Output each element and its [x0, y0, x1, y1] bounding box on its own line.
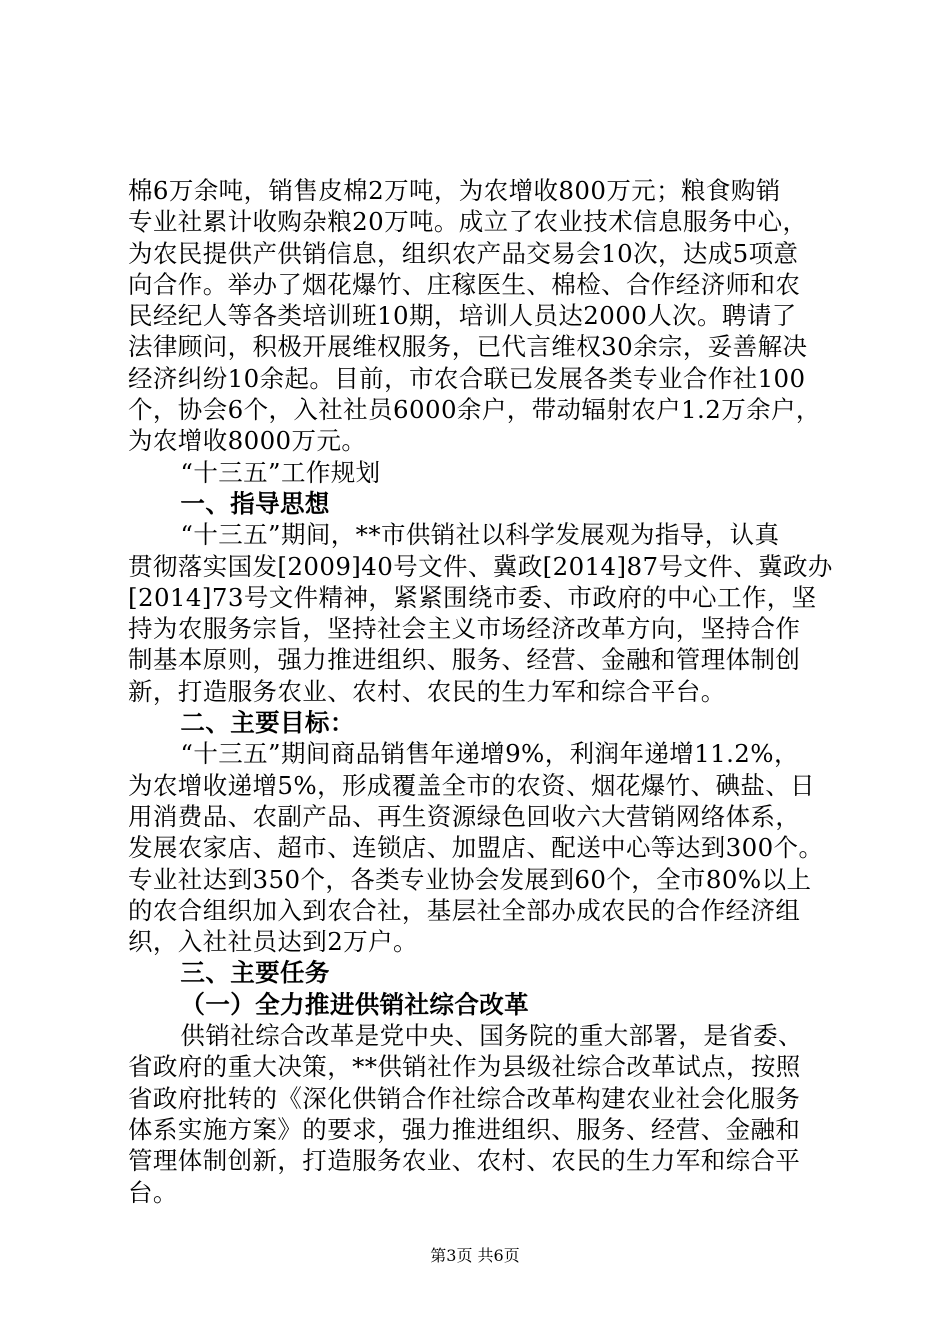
- text-line: “十三五”期间，**市供销社以科学发展观为指导，认真: [180, 520, 780, 550]
- text-line: 为农增收递增5%，形成覆盖全市的农资、烟花爆竹、碘盐、日: [128, 770, 816, 800]
- text-line: “十三五”期间商品销售年递增9%，利润年递增11.2%，: [180, 739, 799, 769]
- section-heading: （一）全力推进供销社综合改革: [180, 989, 530, 1019]
- text-line: 专业社达到350个，各类专业协会发展到60个，全市80%以上: [128, 864, 812, 894]
- text-line: 供销社综合改革是党中央、国务院的重大部署，是省委、: [180, 1021, 803, 1051]
- text-line: 专业社累计收购杂粮20万吨。成立了农业技术信息服务中心，: [128, 207, 808, 237]
- text-line: 为农增收8000万元。: [128, 426, 367, 456]
- text-line: 个，协会6个，入社社员6000余户，带动辐射农户1.2万余户，: [128, 395, 821, 425]
- text-line: 经济纠纷10余起。目前，市农合联已发展各类专业合作社100: [128, 363, 806, 393]
- text-line: 用消费品、农副产品、再生资源绿色回收六大营销网络体系，: [128, 801, 801, 831]
- text-line: 持为农服务宗旨，坚持社会主义市场经济改革方向，坚持合作: [128, 614, 801, 644]
- text-line: 省政府批转的《深化供销合作社综合改革构建农业社会化服务: [128, 1083, 801, 1113]
- text-line: 的农合组织加入到农合社，基层社全部办成农民的合作经济组: [128, 895, 801, 925]
- section-heading: 三、主要任务: [180, 958, 330, 988]
- text-line: 管理体制创新，打造服务农业、农村、农民的生力军和综合平: [128, 1146, 801, 1176]
- text-line: 台。: [128, 1177, 178, 1207]
- text-line: 贯彻落实国发[2009]40号文件、冀政[2014]87号文件、冀政办: [128, 551, 833, 581]
- section-heading: 二、主要目标：: [180, 708, 355, 738]
- text-line: 省政府的重大决策，**供销社作为县级社综合改革试点，按照: [128, 1052, 801, 1082]
- text-line: [2014]73号文件精神，紧紧围绕市委、市政府的中心工作，坚: [128, 582, 817, 612]
- text-line: “十三五”工作规划: [180, 457, 381, 487]
- text-line: 制基本原则，强力推进组织、服务、经营、金融和管理体制创: [128, 645, 801, 675]
- text-line: 法律顾问，积极开展维权服务，已代言维权30余宗，妥善解决: [128, 332, 808, 362]
- text-line: 发展农家店、超市、连锁店、加盟店、配送中心等达到300个。: [128, 833, 824, 863]
- text-line: 织，入社社员达到2万户。: [128, 927, 418, 957]
- text-line: 为农民提供产供销信息，组织农产品交易会10次，达成5项意: [128, 238, 799, 268]
- page-footer: 第3页 共6页: [430, 1246, 520, 1265]
- document-body: [128, 175, 833, 1208]
- text-line: 民经纪人等各类培训班10期，培训人员达2000人次。聘请了: [128, 301, 797, 331]
- section-heading: 一、指导思想: [180, 488, 330, 518]
- text-line: 棉6万余吨，销售皮棉2万吨，为农增收800万元；粮食购销: [128, 176, 781, 205]
- text-line: 新，打造服务农业、农村、农民的生力军和综合平台。: [128, 676, 726, 706]
- text-line: 体系实施方案》的要求，强力推进组织、服务、经营、金融和: [128, 1114, 801, 1144]
- text-line: 向合作。举办了烟花爆竹、庄稼医生、棉检、合作经济师和农: [128, 269, 801, 299]
